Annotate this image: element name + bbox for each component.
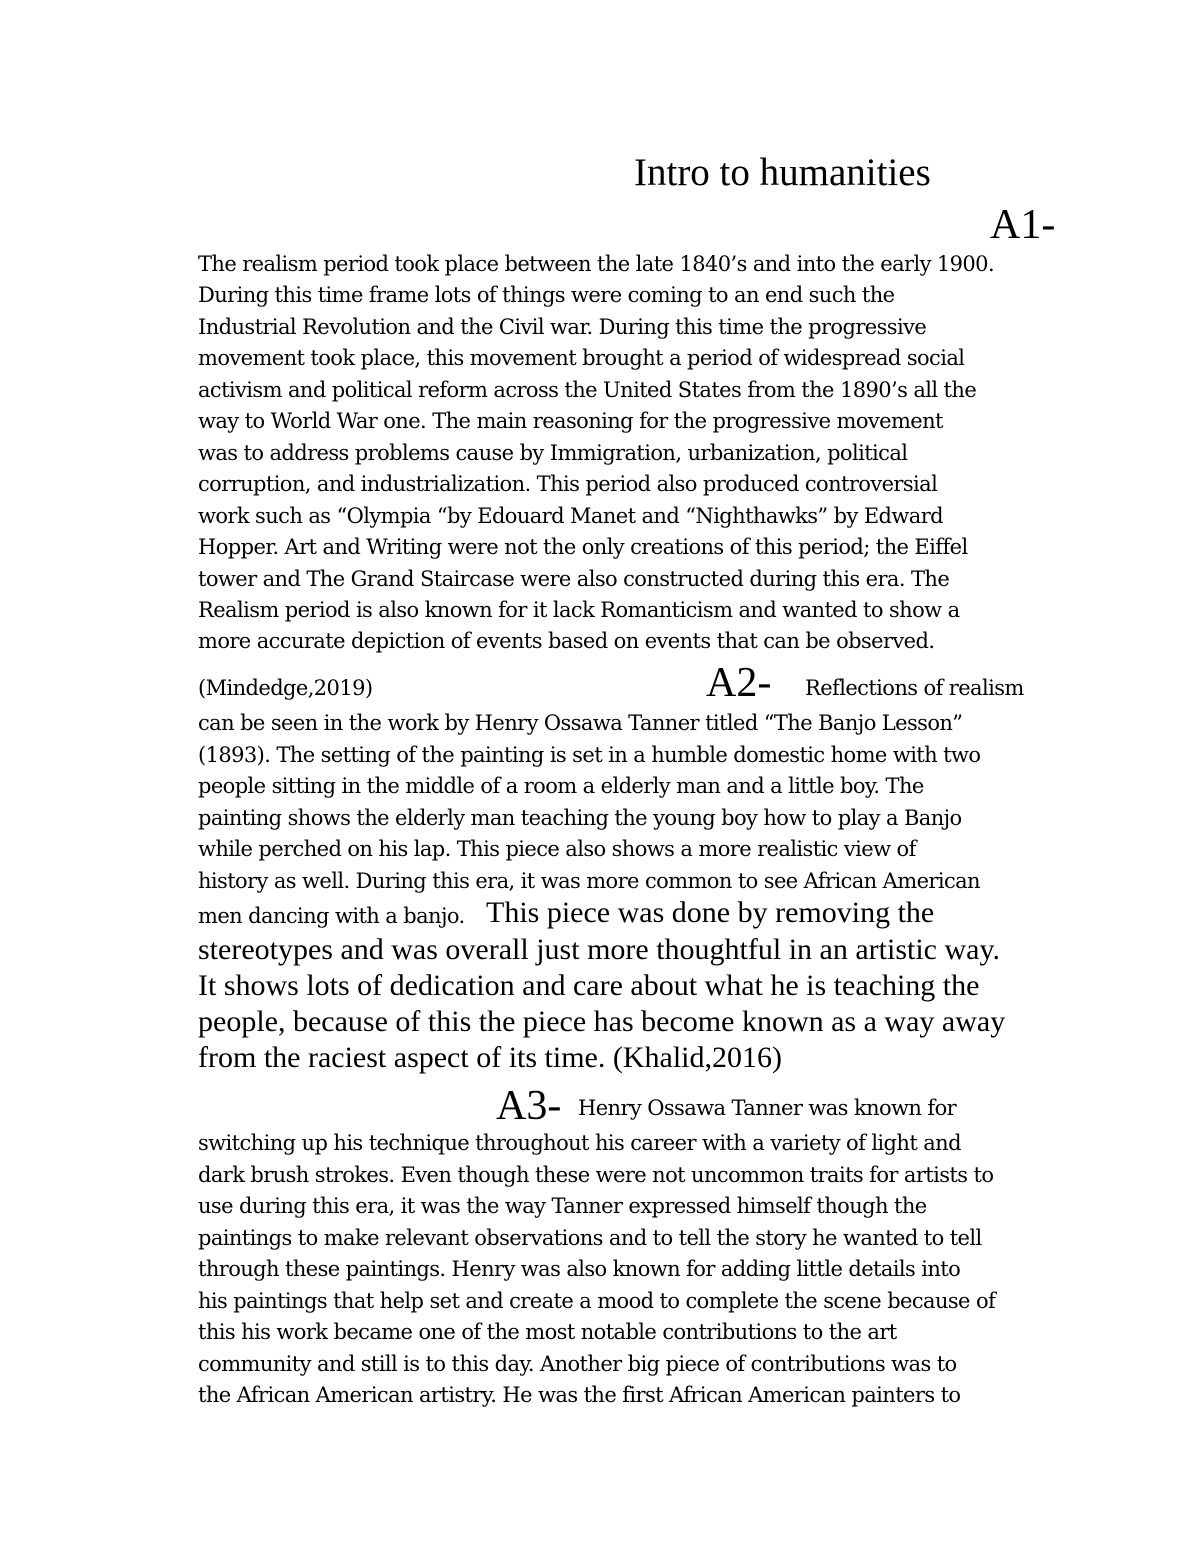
a1-line: way to World War one. The main reasoning for the progressive movement — [198, 409, 943, 433]
a1-line: Industrial Revolution and the Civil war. During this time the progressive — [198, 315, 927, 339]
a1-line: The realism period took place between the late 1840’s and into the early 1900. — [198, 252, 995, 276]
a1-line: Hopper. Art and Writing were not the only creations of this period; the Eiffel — [198, 535, 968, 559]
a2-first-line-tail: Reflections of realism — [805, 676, 1024, 700]
document-title: Intro to humanities — [634, 151, 931, 194]
a3-line: this his work became one of the most notable contributions to the art — [198, 1320, 897, 1344]
section-a2-heading: A2- — [706, 660, 772, 706]
a1-line: corruption, and industrialization. This period also produced controversial — [198, 472, 938, 496]
a3-line: dark brush strokes. Even though these were not uncommon traits for artists to — [198, 1163, 994, 1187]
a3-line: paintings to make relevant observations and to tell the story he wanted to tell — [198, 1226, 982, 1250]
a2-mixed-line-small: men dancing with a banjo. — [198, 904, 465, 928]
a3-line: use during this era, it was the way Tanner expressed himself though the — [198, 1194, 927, 1218]
section-a1-heading: A1- — [990, 202, 1056, 248]
a3-line: through these paintings. Henry was also known for adding little details into — [198, 1257, 961, 1281]
a2-line: history as well. During this era, it was more common to see African American — [198, 869, 980, 893]
a1-line: was to address problems cause by Immigration, urbanization, political — [198, 441, 908, 465]
a1-line: activism and political reform across the United States from the 1890’s all the — [198, 378, 977, 402]
a2-line: (1893). The setting of the painting is set in a humble domestic home with two — [198, 743, 981, 767]
a2-big-line: people, because of this the piece has become known as a way away — [198, 1005, 1006, 1038]
a3-line: his paintings that help set and create a mood to complete the scene because of — [198, 1289, 996, 1313]
a2-mixed-line-big: This piece was done by removing the — [486, 896, 935, 929]
a2-big-line: from the raciest aspect of its time. (Khalid,2016) — [198, 1041, 782, 1074]
a3-line: switching up his technique throughout his career with a variety of light and — [198, 1131, 961, 1155]
a1-line: Realism period is also known for it lack Romanticism and wanted to show a — [198, 598, 960, 622]
a2-line: can be seen in the work by Henry Ossawa Tanner titled “The Banjo Lesson” — [198, 711, 963, 735]
a1-line: more accurate depiction of events based on events that can be observed. — [198, 629, 935, 653]
a1-line: During this time frame lots of things were coming to an end such the — [198, 283, 895, 307]
a2-big-line: It shows lots of dedication and care about what he is teaching the — [198, 969, 980, 1002]
a1-line: movement took place, this movement brought a period of widespread social — [198, 346, 965, 370]
a3-line: community and still is to this day. Another big piece of contributions was to — [198, 1352, 957, 1376]
a1-line: tower and The Grand Staircase were also constructed during this era. The — [198, 567, 950, 591]
a2-line: painting shows the elderly man teaching the young boy how to play a Banjo — [198, 806, 962, 830]
section-a3-heading: A3- — [496, 1083, 562, 1129]
a2-line: while perched on his lap. This piece also shows a more realistic view of — [198, 837, 916, 861]
a2-line: people sitting in the middle of a room a elderly man and a little boy. The — [198, 774, 924, 798]
a1-citation: (Mindedge,2019) — [198, 676, 373, 700]
a2-big-line: stereotypes and was overall just more thoughtful in an artistic way. — [198, 933, 1001, 966]
a3-line: the African American artistry. He was the first African American painters to — [198, 1383, 961, 1407]
a3-first-line-tail: Henry Ossawa Tanner was known for — [578, 1096, 957, 1120]
a1-line: work such as “Olympia “by Edouard Manet and “Nighthawks” by Edward — [198, 504, 943, 528]
